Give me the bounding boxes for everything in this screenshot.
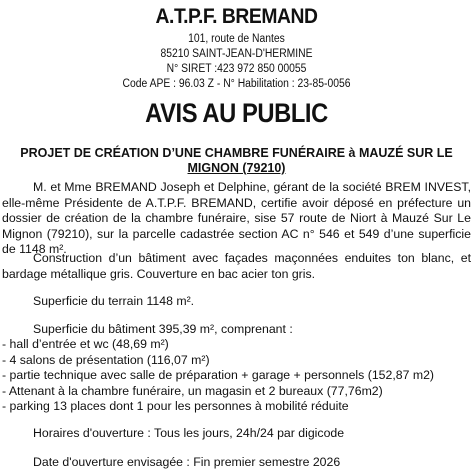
list-item: - partie technique avec salle de préparation + garage + personnels (152,87 m2) — [2, 368, 435, 382]
batiment-list — [2, 337, 471, 415]
ape-habilitation: Code APE : 96.03 Z - N° Habilitation : 23-85-0056 — [122, 78, 351, 90]
project-title — [20, 146, 453, 176]
siret-number: N° SIRET :423 972 850 00055 — [166, 63, 307, 75]
terrain-paragraph: Superficie du terrain 1148 m². — [33, 294, 195, 308]
address-city: 85210 SAINT-JEAN-D'HERMINE — [160, 48, 313, 60]
date-ouverture-paragraph: Date d'ouverture envisagée : Fin premier semestre 2026 — [33, 455, 341, 469]
batiment-heading: Superficie du bâtiment 395,39 m², comprenant : — [33, 322, 293, 336]
list-item: - Attenant à la chambre funéraire, un magasin et 2 bureaux (77,76m2) — [2, 383, 383, 398]
intro-paragraph: M. et Mme BREMAND Joseph et Delphine, gérant de la société BREM INVEST, elle-même Présidente de A.T.P.F. BREMAND, certifie avoir déposé en préfecture un dossier de création de la chambre funéraire, sise 57 route de Niort à Mauzé Sur Le Mignon (79210), sur la parcelle cadastrée section AC n° 546 et 549 d’une superficie de 1148 m². — [2, 180, 471, 256]
list-item: - parking 13 places dont 1 pour les personnes à mobilité réduite — [2, 399, 349, 413]
list-item: - 4 salons de présentation (116,07 m²) — [2, 352, 210, 367]
company-title: A.T.P.F. BREMAND — [155, 5, 318, 28]
horaires-paragraph: Horaires d'ouverture : Tous les jours, 24h/24 par digicode — [33, 426, 345, 440]
notice-title: AVIS AU PUBLIC — [145, 98, 328, 128]
address-street: 101, route de Nantes — [188, 33, 285, 45]
project-title-line1: PROJET DE CRÉATION D’UNE CHAMBRE FUNÉRAIRE à MAUZÉ SUR LE — [20, 146, 453, 160]
project-title-line2: MIGNON (79210) — [187, 161, 286, 175]
construction-paragraph: Construction d’un bâtiment avec façades maçonnées enduites ton blanc, et bardage métallique gris. Couverture en bac acier ton gris. — [2, 251, 471, 281]
list-item: - hall d’entrée et wc (48,69 m²) — [2, 337, 169, 351]
